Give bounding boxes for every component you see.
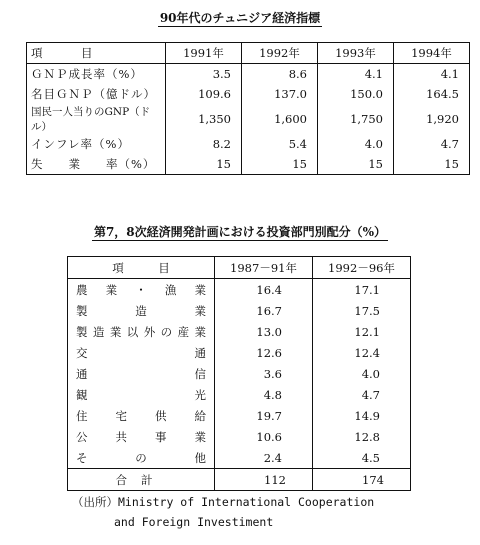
- cell: 5.4: [242, 134, 318, 154]
- cell: 1,600: [242, 104, 318, 134]
- cell: 2.4: [215, 447, 313, 469]
- cell: 4.0: [313, 363, 411, 384]
- cell: 8.2: [166, 134, 242, 154]
- table-row: [68, 279, 411, 301]
- cell: 10.6: [215, 426, 313, 447]
- table-row: [27, 134, 470, 154]
- header-item: 項 目: [27, 43, 166, 64]
- cell: 1,750: [318, 104, 394, 134]
- table-row: [68, 384, 411, 405]
- cell: 4.7: [313, 384, 411, 405]
- row-label: 住宅供給: [76, 408, 206, 423]
- header-1987-91: 1987－91年: [215, 257, 313, 279]
- header-1991: 1991年: [166, 43, 242, 64]
- total-cell: 112: [215, 469, 313, 491]
- cell: 1,920: [394, 104, 470, 134]
- cell: 4.0: [318, 134, 394, 154]
- cell: 109.6: [166, 84, 242, 104]
- cell: 15: [242, 154, 318, 175]
- row-label: 製造業以外の産業: [76, 324, 206, 339]
- cell: 17.5: [313, 300, 411, 321]
- cell: 17.1: [313, 279, 411, 301]
- cell: 12.8: [313, 426, 411, 447]
- cell: 16.4: [215, 279, 313, 301]
- header-item: 項 目: [68, 257, 215, 279]
- table-row: [27, 154, 470, 175]
- economic-indicators-table: [26, 42, 470, 175]
- table-total-row: [68, 469, 411, 491]
- cell: 19.7: [215, 405, 313, 426]
- table-row: [68, 321, 411, 342]
- cell: 15: [394, 154, 470, 175]
- source-note: （出所）Ministry of International Cooperation: [72, 495, 375, 509]
- cell: 15: [318, 154, 394, 175]
- table2-title: 第7，8次経済開発計画における投資部門別配分（%）: [93, 225, 387, 239]
- row-label: その他: [76, 450, 206, 465]
- cell: 12.4: [313, 342, 411, 363]
- cell: 137.0: [242, 84, 318, 104]
- row-label: 公共事業: [76, 429, 206, 444]
- cell: 14.9: [313, 405, 411, 426]
- total-label: 合計: [68, 469, 215, 491]
- table-header-row: [68, 257, 411, 279]
- investment-allocation-table: [67, 256, 411, 491]
- table-row: [68, 300, 411, 321]
- row-label: 通信: [76, 366, 206, 381]
- cell: 4.7: [394, 134, 470, 154]
- table-row: [27, 104, 470, 134]
- cell: 3.6: [215, 363, 313, 384]
- row-label: 製造業: [76, 303, 206, 318]
- cell: 150.0: [318, 84, 394, 104]
- table-row: [27, 64, 470, 85]
- row-label: 名目ＧＮＰ（億ドル）: [31, 87, 156, 101]
- cell: 3.5: [166, 64, 242, 85]
- table1-title: 90年代のチュニジア経済指標: [159, 11, 321, 25]
- cell: 15: [166, 154, 242, 175]
- header-1994: 1994年: [394, 43, 470, 64]
- cell: 4.8: [215, 384, 313, 405]
- cell: 4.5: [313, 447, 411, 469]
- cell: 4.1: [394, 64, 470, 85]
- row-label: 農業・漁業: [76, 282, 206, 297]
- total-cell: 174: [313, 469, 411, 491]
- table-header-row: [27, 43, 470, 64]
- cell: 4.1: [318, 64, 394, 85]
- row-label: ＧＮＰ成長率（%）: [31, 67, 143, 81]
- row-label: 観光: [76, 387, 206, 402]
- row-label: 失 業 率（%）: [31, 157, 156, 171]
- header-1993: 1993年: [318, 43, 394, 64]
- cell: 8.6: [242, 64, 318, 85]
- cell: 12.6: [215, 342, 313, 363]
- table-row: [27, 84, 470, 104]
- cell: 16.7: [215, 300, 313, 321]
- table-row: [68, 342, 411, 363]
- cell: 164.5: [394, 84, 470, 104]
- table-row: [68, 447, 411, 469]
- cell: 12.1: [313, 321, 411, 342]
- header-1992-96: 1992－96年: [313, 257, 411, 279]
- table-row: [68, 426, 411, 447]
- header-1992: 1992年: [242, 43, 318, 64]
- row-label: 交通: [76, 345, 206, 360]
- row-label: インフレ率（%）: [31, 137, 130, 151]
- source-note-continued: and Foreign Investiment: [114, 515, 274, 529]
- row-label: 国民一人当りのGNP（ドル）: [31, 106, 151, 133]
- table-row: [68, 363, 411, 384]
- table-row: [68, 405, 411, 426]
- cell: 1,350: [166, 104, 242, 134]
- cell: 13.0: [215, 321, 313, 342]
